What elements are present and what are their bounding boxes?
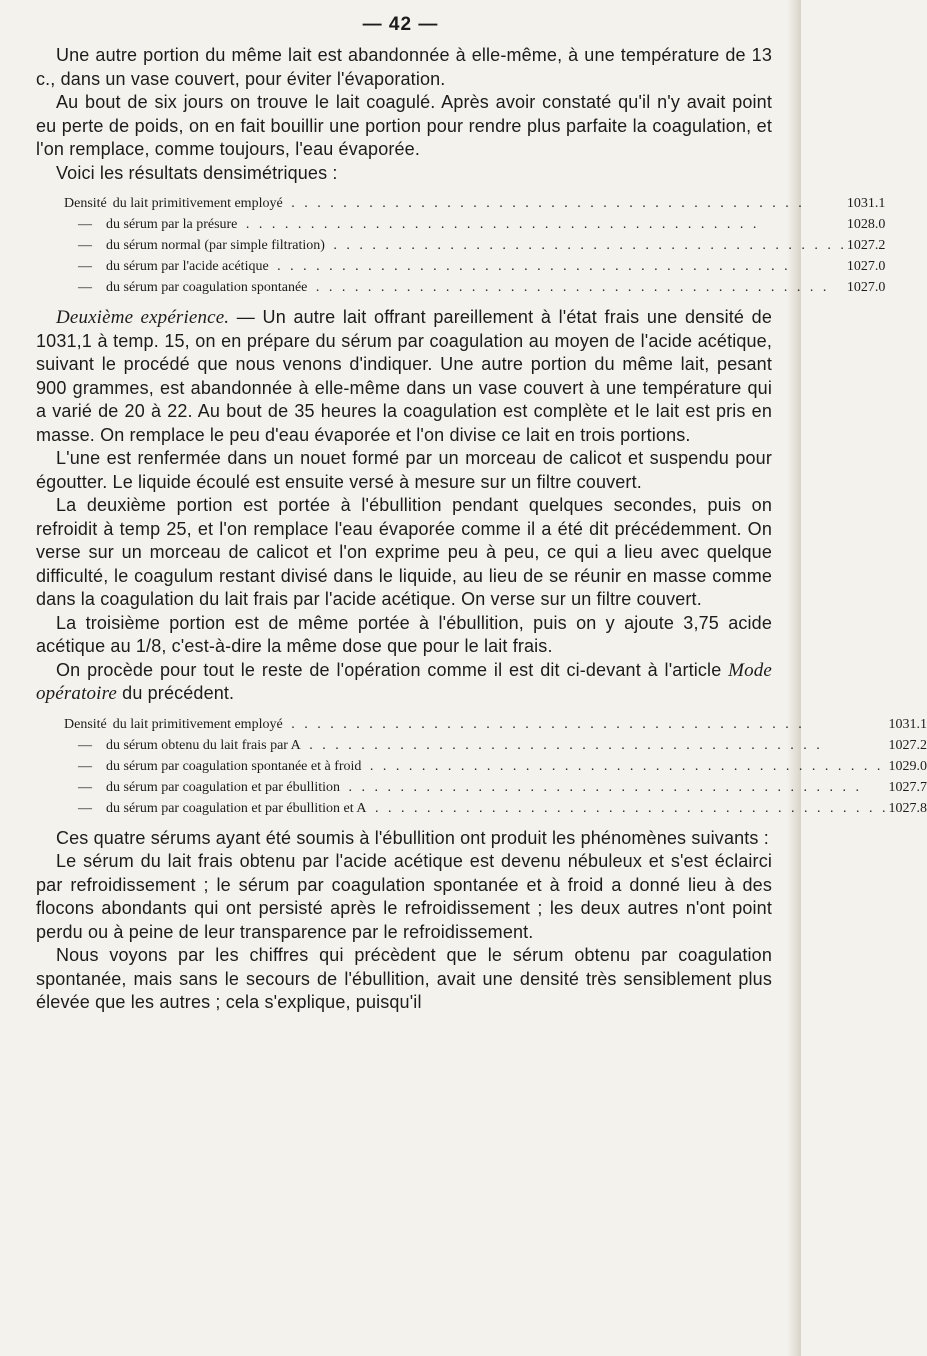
row-value: 1031.1 xyxy=(846,196,886,211)
paragraph: Au bout de six jours on trouve le lait coagulé. Après avoir constaté qu'il n'y avait point eu perte de poids, on en fait bouillir une portion pour rendre plus parfaite la coagulation, et l'on remplace, comme toujours, l'eau évaporée. xyxy=(36,92,772,159)
row-value: 1027.2 xyxy=(888,737,927,753)
paragraph: Le sérum du lait frais obtenu par l'acide acétique est devenu nébuleux et s'est éclairci par refroidissement ; le sérum par coagulation spontanée et à froid a donné lieu à des flocons abondants qui ont persisté après le refroidissement ; les deux autres n'ont point perdu ou à peine de leur transparence par le refroidissement. xyxy=(36,851,772,942)
row-label: du sérum par l'acide acétique xyxy=(106,259,269,274)
table-row: — du sérum par la présure . . . . . . . . . . . . . . . . . . . . . . . . . . . . . . . . . . . . . . . . 1028.0 xyxy=(64,214,885,235)
row-label: du sérum par coagulation spontanée xyxy=(106,280,308,295)
paragraph: Ces quatre sérums ayant été soumis à l'ébullition ont produit les phénomènes suivants : xyxy=(56,827,769,848)
density-table-1 xyxy=(64,193,885,298)
table-row: — du sérum par coagulation et par ébullition . . . . . . . . . . . . . . . . . . . . . . . . . . . . . . . . . . . . . . . . 1027.7 xyxy=(64,777,927,798)
row-label: du sérum par coagulation spontanée et à froid xyxy=(106,758,362,774)
row-label: du lait primitivement employé xyxy=(112,716,283,732)
paragraph: La deuxième portion est portée à l'ébullition pendant quelques secondes, puis on refroidit à temp 25, et l'on remplace l'eau évaporée comme il a été dit précédemment. On verse sur un morceau de calicot et l'on exprime peu à peu, ce qui a lieu avec quelque difficulté, le coagulum restant divisé dans le liquide, au lieu de se réunir en masse comme dans la coagulation du lait frais par l'acide acétique. On verse sur un filtre couvert. xyxy=(36,495,772,609)
row-label: du lait primitivement employé xyxy=(112,196,283,211)
row-value: 1028.0 xyxy=(846,217,886,232)
row-prefix: — xyxy=(78,800,92,816)
row-prefix: — xyxy=(78,737,92,753)
row-value: 1029.0 xyxy=(888,758,927,774)
table-row: Densité du lait primitivement employé . . . . . . . . . . . . . . . . . . . . . . . . . . . . . . . . . . . . . . . . 1031.1 xyxy=(64,193,885,214)
experience-title: Deuxième expérience. xyxy=(56,307,230,328)
row-value: 1027.0 xyxy=(846,280,886,295)
row-prefix: — xyxy=(78,217,92,232)
row-label: du sérum par coagulation et par ébullition et A xyxy=(106,800,367,816)
row-value: 1027.0 xyxy=(846,259,886,274)
paragraph: La troisième portion est de même portée à l'ébullition, puis on y ajoute 3,75 acide acétique au 1/8, c'est-à-dire la même dose que pour le lait frais. xyxy=(36,612,772,656)
row-prefix: — xyxy=(78,280,92,295)
row-prefix: — xyxy=(78,779,92,795)
paragraph xyxy=(36,306,772,447)
row-prefix: Densité xyxy=(64,196,107,211)
row-prefix: — xyxy=(78,238,92,253)
article-reference: Mode opératoire xyxy=(36,659,772,704)
paragraph: Nous voyons par les chiffres qui précèdent que le sérum obtenu par coagulation spontanée, mais sans le secours de l'ébullition, avait une densité très sensiblement plus élevée que les autres ; cela s'explique, puisqu'il xyxy=(36,945,772,1012)
row-value: 1031.1 xyxy=(888,716,927,732)
paragraph-text: On procède pour tout le reste de l'opération comme il est dit ci-devant à l'article xyxy=(56,659,729,680)
density-table-2 xyxy=(64,714,927,819)
row-label: du sérum normal (par simple filtration) xyxy=(106,238,325,253)
table-row: — du sérum par coagulation et par ébullition et A . . . . . . . . . . . . . . . . . . . . . . . . . . . . . . . . . . . . . . . . 1027.8 xyxy=(64,798,927,819)
paragraph-text: — Un autre lait offrant pareillement à l'état frais une densité de 1031,1 à temp. 15, on en prépare du sérum par coagulation au moyen de l'acide acétique, suivant le procédé que nous venons d'indiquer. Une autre portion du même lait, pesant 900 grammes, est abandonnée à elle-même dans un vase couvert à une température qui a varié de 20 à 22. Au bout de 35 heures la coagulation est complète et le lait est pris en masse. On remplace le peu d'eau évaporée et l'on divise ce lait en trois portions. xyxy=(36,307,772,445)
table-row: — du sérum par l'acide acétique . . . . . . . . . . . . . . . . . . . . . . . . . . . . . . . . . . . . . . . . 1027.0 xyxy=(64,256,885,277)
row-prefix: — xyxy=(78,259,92,274)
row-label: du sérum par coagulation et par ébullition xyxy=(106,779,341,795)
table-row: — du sérum par coagulation spontanée et à froid . . . . . . . . . . . . . . . . . . . . . . . . . . . . . . . . . . . . . . . . 1029.0 xyxy=(64,756,927,777)
paragraph-text: du précédent. xyxy=(117,683,235,703)
table-row: — du sérum normal (par simple filtration) . . . . . . . . . . . . . . . . . . . . . . . . . . . . . . . . . . . . . . . . 1027.2 xyxy=(64,235,885,256)
page-number: — 42 — xyxy=(362,14,439,35)
paragraph: L'une est renfermée dans un nouet formé par un morceau de calicot et suspendu pour égoutter. Le liquide écoulé est ensuite versé à mesure sur un filtre couvert. xyxy=(36,448,772,492)
paragraph xyxy=(36,659,772,706)
row-label: du sérum obtenu du lait frais par A xyxy=(106,737,301,753)
row-value: 1027.8 xyxy=(888,800,927,816)
paragraph: Une autre portion du même lait est abandonnée à elle-même, à une température de 13 c., dans un vase couvert, pour éviter l'évaporation. xyxy=(36,45,772,89)
table-row: — du sérum par coagulation spontanée . . . . . . . . . . . . . . . . . . . . . . . . . . . . . . . . . . . . . . . . 1027.0 xyxy=(64,277,885,298)
row-value: 1027.2 xyxy=(846,238,886,253)
row-value: 1027.7 xyxy=(888,779,927,795)
row-prefix: — xyxy=(78,758,92,774)
table-row: Densité du lait primitivement employé . . . . . . . . . . . . . . . . . . . . . . . . . . . . . . . . . . . . . . . . 1031.1 xyxy=(64,714,927,735)
row-label: du sérum par la présure xyxy=(106,217,238,232)
paragraph: Voici les résultats densimétriques : xyxy=(56,162,338,183)
table-row: — du sérum obtenu du lait frais par A . . . . . . . . . . . . . . . . . . . . . . . . . . . . . . . . . . . . . . . . 1027.2 xyxy=(64,735,927,756)
page-body xyxy=(36,44,927,1015)
row-prefix: Densité xyxy=(64,716,107,732)
